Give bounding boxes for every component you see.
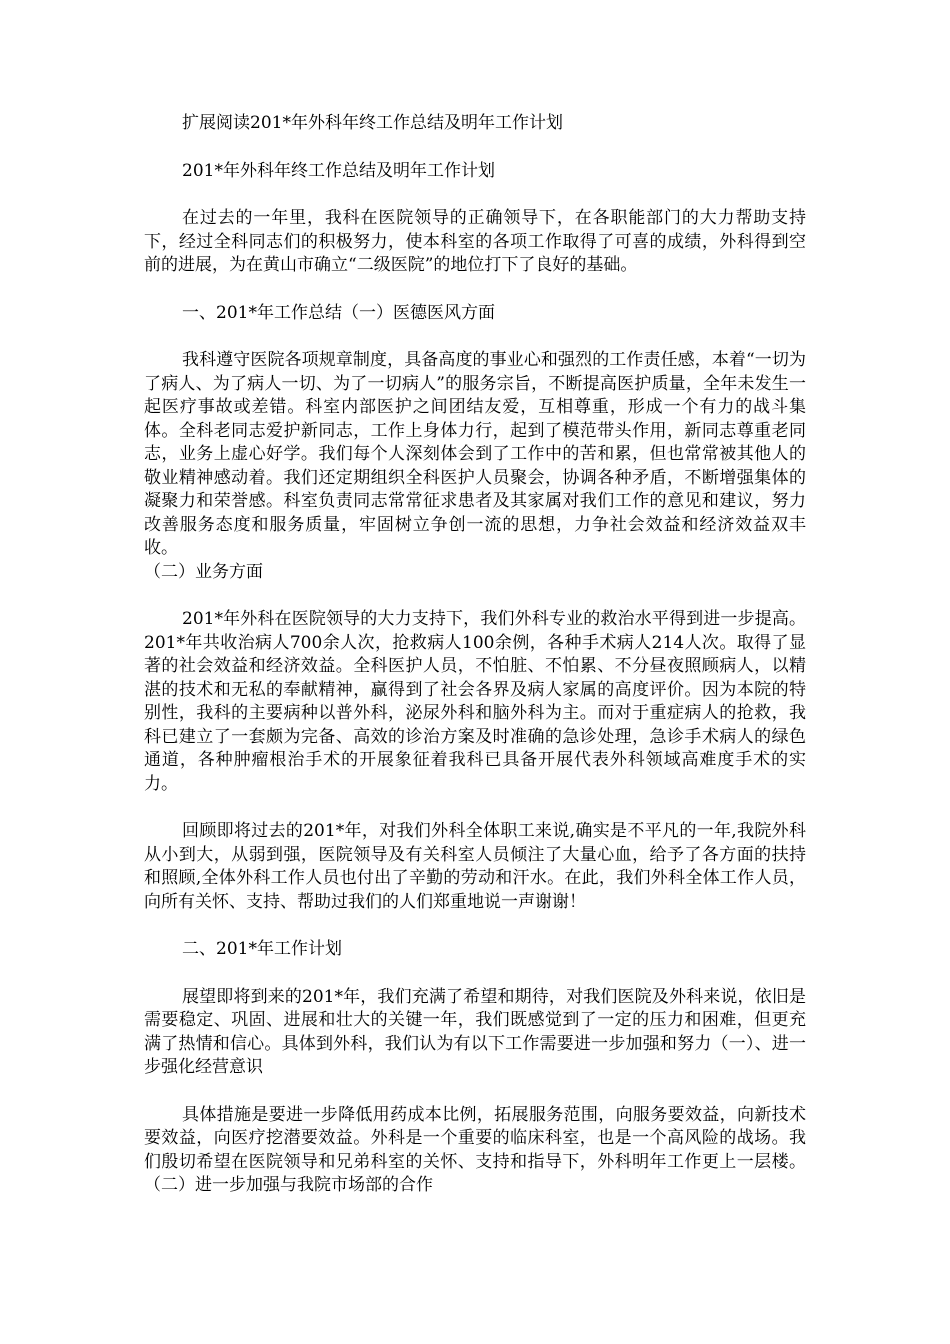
document-title-line: 扩展阅读201*年外科年终工作总结及明年工作计划 <box>182 113 563 133</box>
section2-heading: 二、201*年工作计划 <box>182 939 342 959</box>
business-paragraph: 201*年外科在医院领导的大力支持下，我们外科专业的救治水平得到进一步提高。201*年共收治病人700余人次，抢救病人100余例，各种手术病人214人次。取得了显著的社会效益和经济效益。全科医护人员，不怕脏、不怕累、不分昼夜照顾病人，以精湛的技术和无私的奉献精神，赢得到了社会各界及病人家属的高度评价。因为本院的特别性，我科的主要病种以普外科，泌尿外科和脑外科为主。而对于重症病人的抢救，我科已建立了一套颇为完备、高效的诊治方案及时准确的急诊处理，急诊手术病人的绿色通道，各种肿瘤根治手术的开展象征着我科已具备开展代表外科领域高难度手术的实力。 <box>144 609 806 794</box>
plan-paragraph: 展望即将到来的201*年，我们充满了希望和期待，对我们医院及外科来说，依旧是需要稳定、巩固、进展和壮大的关键一年，我们既感觉到了一定的压力和困难，但更充满了热情和信心。具体到外科，我们认为有以下工作需要进一步加强和努力（一）、进一步强化经营意识 <box>144 986 806 1077</box>
measures-paragraph: 具体措施是要进一步降低用药成本比例，拓展服务范围，向服务要效益，向新技术要效益，向医疗挖潜要效益。外科是一个重要的临床科室，也是一个高风险的战场。我们殷切希望在医院领导和兄弟科室的关怀、支持和指导下，外科明年工作更上一层楼。（二）进一步加强与我院市场部的合作 <box>144 1104 806 1195</box>
review-paragraph: 回顾即将过去的201*年，对我们外科全体职工来说,确实是不平凡的一年,我院外科从小到大，从弱到强，医院领导及有关科室人员倾注了大量心血，给予了各方面的扶持和照顾,全体外科工作人员也付出了辛勤的劳动和汗水。在此，我们外科全体工作人员，向所有关怀、支持、帮助过我们的人们郑重地说一声谢谢！ <box>144 821 806 912</box>
section1-sub2-heading: （二）业务方面 <box>144 561 263 582</box>
section1-body-paragraph: 我科遵守医院各项规章制度，具备高度的事业心和强烈的工作责任感，本着“一切为了病人、为了病人一切、为了一切病人”的服务宗旨，不断提高医护质量，全年未发生一起医疗事故或差错。科室内部医护之间团结友爱，互相尊重，形成一个有力的战斗集体。全科老同志爱护新同志，工作上身体力行，起到了模范带头作用，新同志尊重老同志，业务上虚心好学。我们每个人深刻体会到了工作中的苦和累，但也常常被其他人的敬业精神感动着。我们还定期组织全科医护人员聚会，协调各种矛盾，不断增强集体的凝聚力和荣誉感。科室负责同志常常征求患者及其家属对我们工作的意见和建议，努力改善服务态度和服务质量，牢固树立争创一流的思想，力争社会效益和经济效益双丰收。 <box>144 350 806 558</box>
section1-heading: 一、201*年工作总结（一）医德医风方面 <box>182 302 495 323</box>
document-page <box>144 112 806 1222</box>
document-subtitle-line: 201*年外科年终工作总结及明年工作计划 <box>182 160 495 181</box>
intro-paragraph: 在过去的一年里，我科在医院领导的正确领导下，在各职能部门的大力帮助支持下，经过全科同志们的积极努力，使本科室的各项工作取得了可喜的成绩，外科得到空前的进展，为在黄山市确立“二级医院”的地位打下了良好的基础。 <box>144 208 806 275</box>
